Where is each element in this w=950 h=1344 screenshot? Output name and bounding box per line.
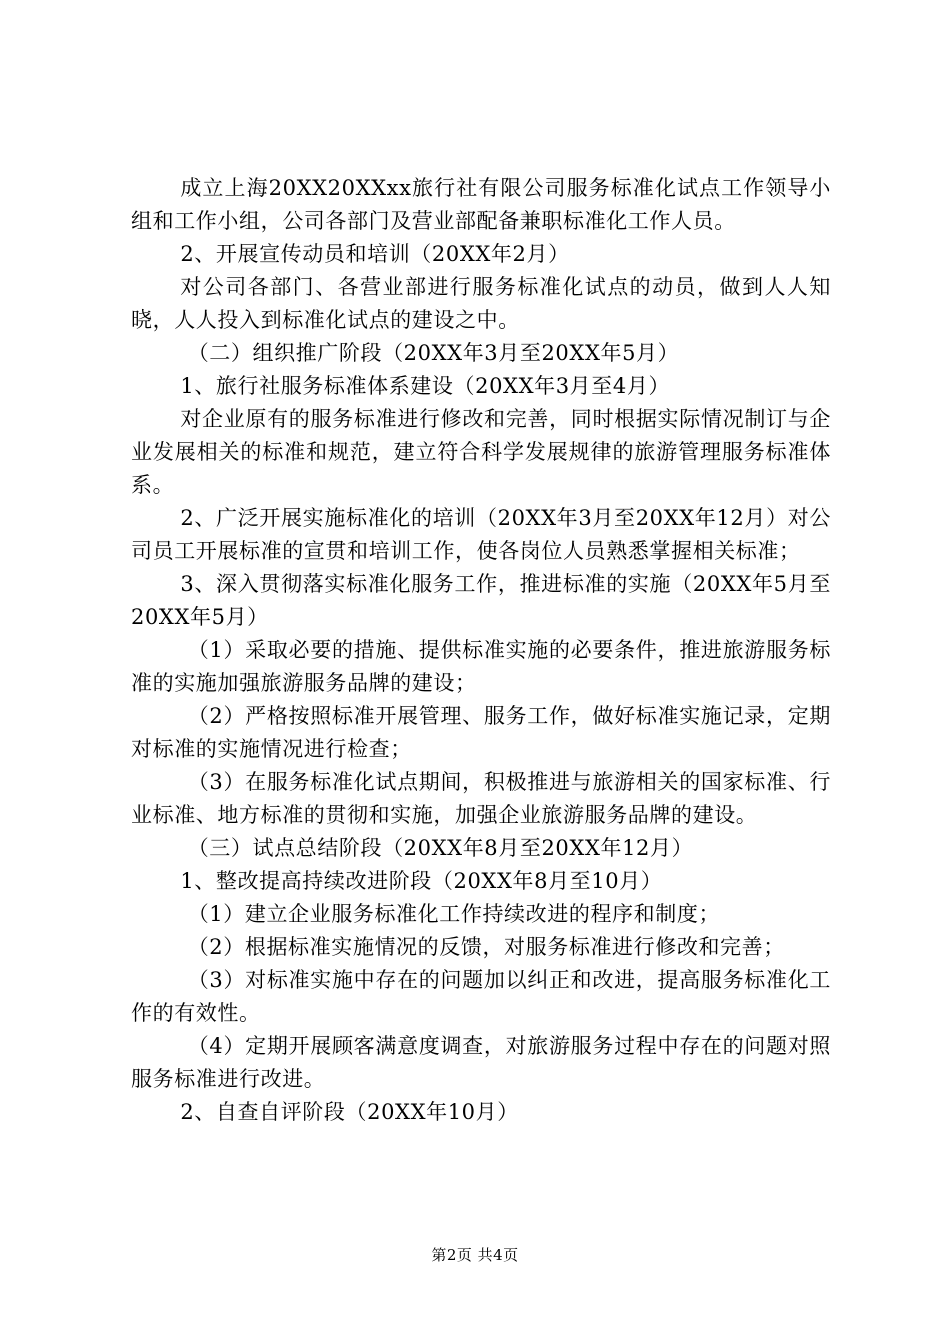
list-item-feedback: （2）根据标准实施情况的反馈，对服务标准进行修改和完善； [187,935,785,959]
heading-mobilization-training: 2、开展宣传动员和培训（20XX年2月） [180,242,570,266]
list-item-measures: （1）采取必要的措施、提供标准实施的必要条件，推进旅游服务标准的实施加强旅游服务品牌的建设； [131,638,831,695]
heading-self-assessment: 2、自查自评阶段（20XX年10月） [180,1100,519,1124]
heading-standard-system: 1、旅行社服务标准体系建设（20XX年3月至4月） [180,374,671,398]
list-item-national-standards: （3）在服务标准化试点期间，积极推进与旅游相关的国家标准、行业标准、地方标准的贯彻和实施，加强企业旅游服务品牌的建设。 [131,770,831,827]
heading-improvement-stage: 1、整改提高持续改进阶段（20XX年8月至10月） [180,869,663,893]
list-item-satisfaction-survey: （4）定期开展顾客满意度调查，对旅游服务过程中存在的问题对照服务标准进行改进。 [131,1034,831,1091]
heading-promotion-stage: （二）组织推广阶段（20XX年3月至20XX年5月） [187,341,680,365]
heading-implementation: 3、深入贯彻落实标准化服务工作，推进标准的实施（20XX年5月至20XX年5月） [131,572,831,629]
list-item-procedures: （1）建立企业服务标准化工作持续改进的程序和制度； [187,902,721,926]
paragraph-leadership-group: 成立上海20XX20XXxx旅行社有限公司服务标准化试点工作领导小组和工作小组，公司各部门及营业部配备兼职标准化工作人员。 [131,176,831,233]
list-item-corrections: （3）对标准实施中存在的问题加以纠正和改进，提高服务标准化工作的有效性。 [131,968,831,1025]
page-footer: 第2页 共4页 [431,1246,519,1264]
document-body [131,172,831,1129]
heading-summary-stage: （三）试点总结阶段（20XX年8月至20XX年12月） [187,836,694,860]
list-item-management: （2）严格按照标准开展管理、服务工作，做好标准实施记录，定期对标准的实施情况进行检查； [131,704,831,761]
paragraph-mobilization: 对公司各部门、各营业部进行服务标准化试点的动员，做到人人知晓，人人投入到标准化试点的建设之中。 [131,275,831,332]
paragraph-training: 2、广泛开展实施标准化的培训（20XX年3月至20XX年12月）对公司员工开展标准的宣贯和培训工作，使各岗位人员熟悉掌握相关标准； [131,506,831,563]
paragraph-standard-system: 对企业原有的服务标准进行修改和完善，同时根据实际情况制订与企业发展相关的标准和规范，建立符合科学发展规律的旅游管理服务标准体系。 [131,407,831,497]
